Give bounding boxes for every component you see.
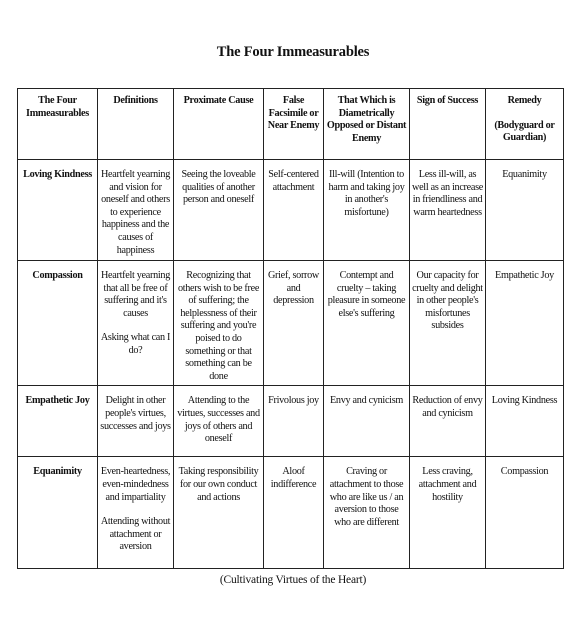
success-cell: Reduction of envy and cynicism [410, 386, 486, 457]
definition-cell: Delight in other people's virtues, successes and joys [98, 386, 174, 457]
success-cell: Less ill-will, as well as an increase in friendliness and warm heartedness [410, 160, 486, 261]
document-caption: (Cultivating Virtues of the Heart) [219, 574, 367, 586]
remedy-cell: Compassion [486, 457, 564, 569]
false-facsimile-cell: Frivolous joy [264, 386, 324, 457]
success-cell: Our capacity for cruelty and delight in other people's misfortunes subsides [410, 261, 486, 386]
header-immeasurables: The Four Immeasurables [18, 89, 98, 160]
header-opposite: That Which is Diametrically Opposed or Distant Enemy [324, 89, 410, 160]
header-false-facsimile: False Facsimile or Near Enemy [264, 89, 324, 160]
header-proximate-cause: Proximate Cause [174, 89, 264, 160]
table-row [18, 160, 564, 261]
header-remedy-note: (Bodyguard or Guardian) [494, 119, 555, 144]
row-name: Empathetic Joy [18, 386, 98, 457]
opposite-cell: Craving or attachment to those who are like us / an aversion to those who are different [324, 457, 410, 569]
proximate-cause-cell: Seeing the loveable qualities of another person and oneself [174, 160, 264, 261]
opposite-cell: Envy and cynicism [324, 386, 410, 457]
header-remedy-label: Remedy [507, 95, 542, 106]
proximate-cause-cell: Taking responsibility for our own conduct and actions [174, 457, 264, 569]
definition-extra-text: Asking what can I do? [100, 332, 171, 356]
definition-text: Heartfelt yearning that all be free of suffering and it's causes [101, 270, 170, 319]
table-header-row [18, 89, 564, 160]
false-facsimile-cell: Grief, sorrow and depression [264, 261, 324, 386]
definition-cell [98, 261, 174, 386]
proximate-cause-cell: Attending to the virtues, successes and joys of others and oneself [174, 386, 264, 457]
success-cell: Less craving, attachment and hostility [410, 457, 486, 569]
remedy-cell: Empathetic Joy [486, 261, 564, 386]
definition-cell: Heartfelt yearning and vision for oneself and others to experience happiness and the causes of happiness [98, 160, 174, 261]
definition-text: Even-heartedness, even-mindedness and impartiality [100, 466, 171, 503]
row-name: Compassion [18, 261, 98, 386]
header-remedy [486, 89, 564, 160]
opposite-cell: Ill-will (Intention to harm and taking joy in another's misfortune) [324, 160, 410, 261]
remedy-cell: Loving Kindness [486, 386, 564, 457]
row-name: Loving Kindness [18, 160, 98, 261]
table-row [18, 261, 564, 386]
false-facsimile-cell: Aloof indifference [264, 457, 324, 569]
table-row [18, 386, 564, 457]
header-sign-of-success: Sign of Success [410, 89, 486, 160]
document-title: The Four Immeasurables [216, 44, 370, 60]
opposite-cell: Contempt and cruelty – taking pleasure in someone else's suffering [324, 261, 410, 386]
remedy-cell: Equanimity [486, 160, 564, 261]
false-facsimile-cell: Self-centered attachment [264, 160, 324, 261]
table-row [18, 457, 564, 569]
header-definitions: Definitions [98, 89, 174, 160]
immeasurables-table [17, 88, 564, 569]
row-name: Equanimity [18, 457, 98, 569]
definition-extra-text: Attending without attachment or aversion [100, 516, 171, 553]
proximate-cause-cell: Recognizing that others wish to be free of suffering; the helplessness of their suffering and you're poised to do something or that something can be done [174, 261, 264, 386]
definition-cell [98, 457, 174, 569]
